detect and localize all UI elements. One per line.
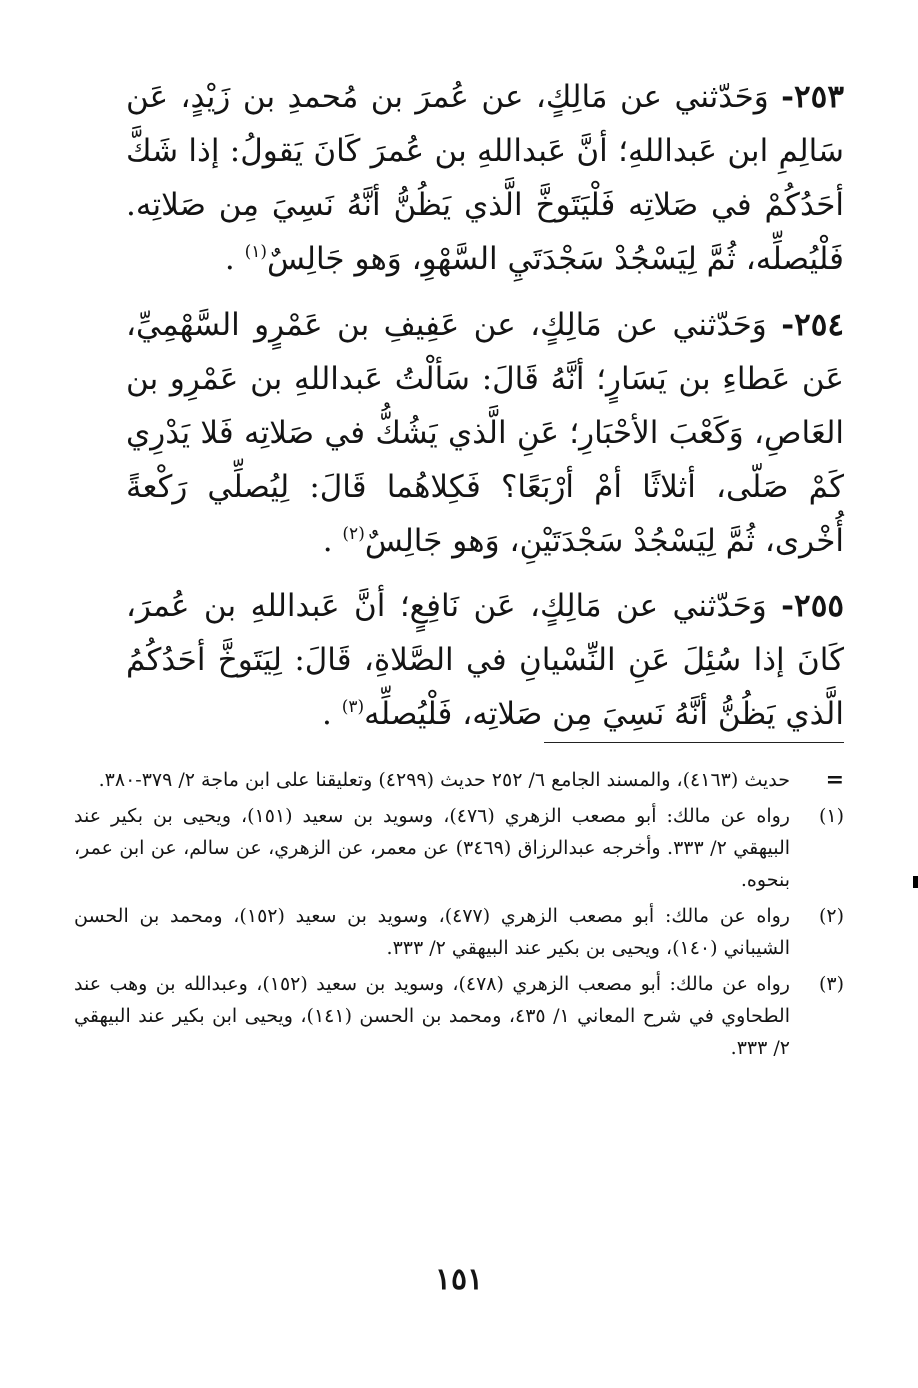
hadith-text: وَحَدّثني عن مَالِكٍ، عَن نَافِعٍ؛ أنَّ عَبداللهِ بن عُمرَ، كَانَ إذا سُئِلَ عَنِ النِّسْيانِ في الصَّلاةِ، قَالَ: لِيَتَوخَّ أحَدُكُمُ الَّذي يَظُنُّ أنَّهُ نَسِيَ مِن صَلاتِه، فَلْيُصلِّه <box>126 588 844 732</box>
hadith-end-mark: . <box>322 696 332 732</box>
footnote-mark: (٣) <box>818 973 844 995</box>
hadith-number: ٢٥٥- <box>781 588 844 624</box>
hadith-number: ٢٥٣- <box>781 79 844 115</box>
scan-edge-mark <box>913 876 918 888</box>
footnote-mark: (٢) <box>818 905 844 927</box>
footnote-text: رواه عن مالك: أبو مصعب الزهري (٤٧٧)، وسويد بن سعيد (١٥٢)، ومحمد بن الحسن الشيباني (١٤٠)، ويحيى بن بكير عند البيهقي ٢/ ٣٣٣. <box>74 905 790 959</box>
footnote-2 <box>74 900 844 964</box>
footnote-reference: (٣) <box>341 697 365 717</box>
hadith-254 <box>126 298 844 568</box>
footnote-text: رواه عن مالك: أبو مصعب الزهري (٤٧٨)، وسويد بن سعيد (١٥٢)، وعبدالله بن وهب عند الطحاوي في شرح المعاني ١/ ٤٣٥، ومحمد بن الحسن (١٤١)، ويحيى ابن بكير عند البيهقي ٢/ ٣٣٣. <box>74 973 790 1059</box>
hadith-text: وَحَدّثني عن مَالِكٍ، عن عُمرَ بن مُحمدِ بن زَيْدٍ، عَن سَالِمِ ابن عَبداللهِ؛ أنَّ عَبداللهِ بن عُمرَ كَانَ يَقولُ: إذا شَكَّ أحَدُكُمْ في صَلاتِه فَلْيَتَوخَّ الَّذي يَظُنُّ أنَّهُ نَسِيَ مِن صَلاتِه. فَلْيُصلِّه، ثُمَّ لِيَسْجُدْ سَجْدَتَيِ السَّهْوِ، وَهو جَالِسٌ <box>126 79 844 277</box>
footnote-text: حديث (٤١٦٣)، والمسند الجامع ٦/ ٢٥٢ حديث (٤٢٩٩) وتعليقنا على ابن ماجة ٢/ ٣٧٩-٣٨٠. <box>98 769 790 791</box>
footnote-mark: (١) <box>818 805 844 827</box>
footnote-reference: (١) <box>244 242 268 262</box>
hadith-253 <box>126 70 844 286</box>
hadith-number: ٢٥٤- <box>781 307 845 343</box>
footnote-continuation-mark: = <box>825 767 844 793</box>
footnote-continuation <box>74 764 844 796</box>
hadith-end-mark: . <box>322 523 333 559</box>
footnote-divider <box>544 742 844 743</box>
hadith-255 <box>126 579 844 741</box>
hadith-end-mark: . <box>224 241 235 277</box>
footnote-3 <box>74 968 844 1064</box>
footnote-reference: (٢) <box>342 524 365 544</box>
footnote-1 <box>74 800 844 896</box>
page-number: ١٥١ <box>434 1262 484 1297</box>
hadith-text: وَحَدّثني عن مَالِكٍ، عن عَفِيفِ بن عَمْرٍو السَّهْمِيِّ، عَن عَطاءِ بن يَسَارٍ؛ أنَّهُ قَالَ: سَألْتُ عَبداللهِ بن عَمْرِو بن العَاصِ، وَكَعْبَ الأحْبَارِ؛ عَنِ الَّذي يَشُكُّ في صَلاتِه فَلا يَدْرِي كَمْ صَلّى، أثلاثًا أمْ أرْبَعًا؟ فَكِلاهُما قَالَ: لِيُصلِّي رَكْعةً أُخْرى، ثُمَّ لِيَسْجُدْ سَجْدَتَيْنِ، وَهو جَالِسٌ <box>126 307 844 559</box>
footnotes <box>74 764 844 1068</box>
footnote-text: رواه عن مالك: أبو مصعب الزهري (٤٧٦)، وسويد بن سعيد (١٥١)، ويحيى بن بكير عند البيهقي ٢/ ٣٣٣. وأخرجه عبدالرزاق (٣٤٦٩) عن معمر، عن الزهري، عن سالم، عن ابن عمر، بنحوه. <box>74 805 791 891</box>
